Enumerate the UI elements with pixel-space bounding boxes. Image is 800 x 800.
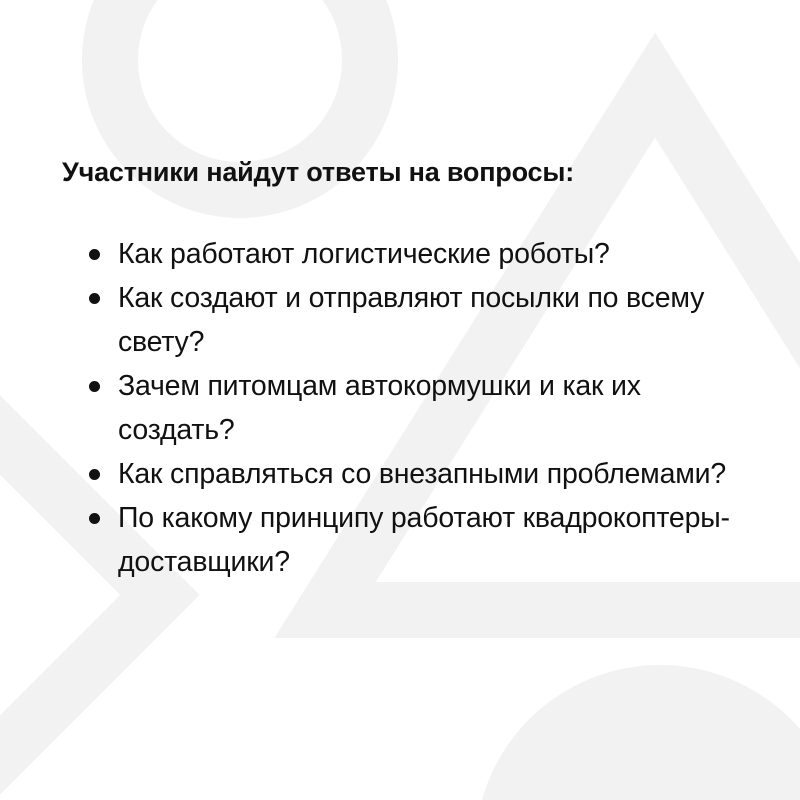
list-item-text: Как справляться со внезапными проблемами? xyxy=(118,458,726,490)
list-item xyxy=(62,232,762,276)
list-item xyxy=(62,452,762,496)
list-item-text: По какому принципу работают квадрокоптеры-доставщики? xyxy=(118,502,730,578)
bullet-icon xyxy=(89,513,100,524)
list-item xyxy=(62,496,762,584)
decor-half-circle xyxy=(475,665,800,800)
list-item-text: Как создают и отправляют посылки по всему свету? xyxy=(118,282,705,358)
list-item xyxy=(62,276,762,364)
question-list xyxy=(62,232,762,584)
list-item-text: Как работают логистические роботы? xyxy=(118,238,610,270)
bullet-icon xyxy=(89,469,100,480)
page-title: Участники найдут ответы на вопросы: xyxy=(62,157,574,187)
content-block xyxy=(62,150,762,584)
list-item-text: Зачем питомцам автокормушки и как их создать? xyxy=(118,370,641,446)
bullet-icon xyxy=(89,293,100,304)
bullet-icon xyxy=(89,381,100,392)
bullet-icon xyxy=(89,249,100,260)
list-item xyxy=(62,364,762,452)
